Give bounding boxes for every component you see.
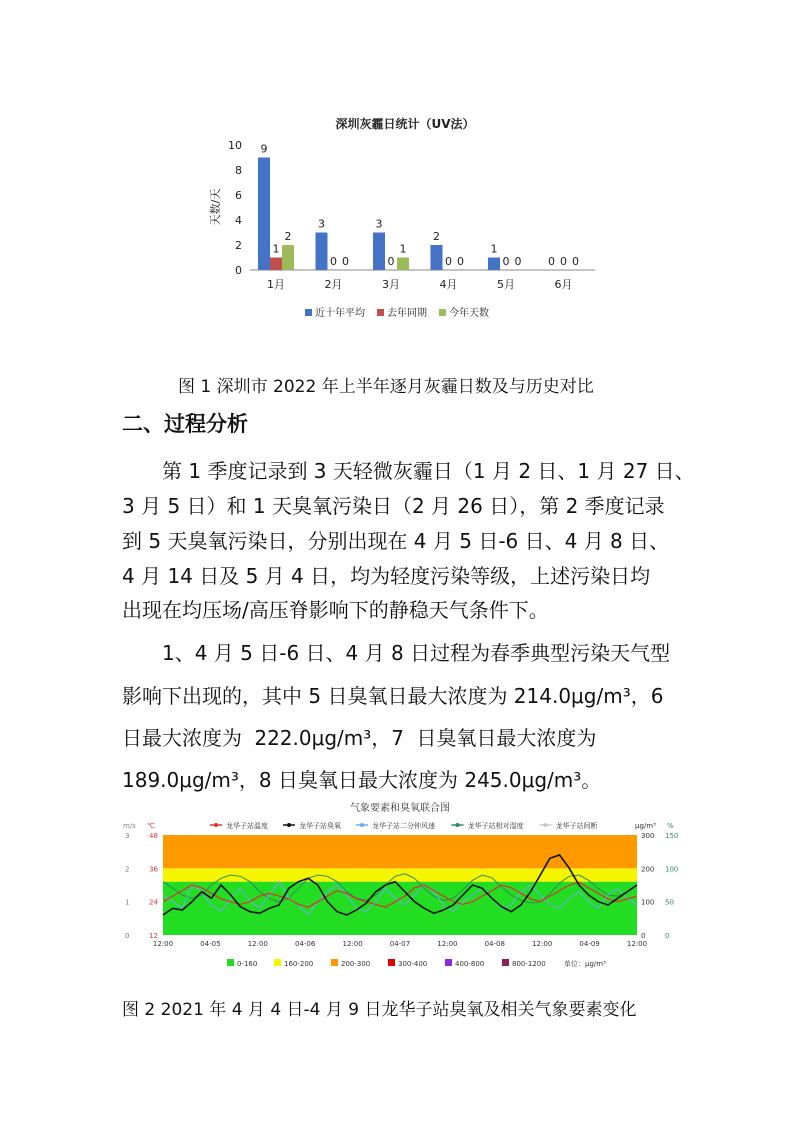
bar-value-label: 2 (284, 230, 292, 243)
bar-2 (270, 258, 282, 271)
left-axis2-tick: 48 (149, 832, 158, 840)
paragraph2-line2: 影响下出现的，其中 5 日臭氧日最大浓度为 214.0μg/m³，6 (122, 684, 664, 708)
paragraph2-line4: 189.0μg/m³，8 日臭氧日最大浓度为 245.0μg/m³。 (122, 768, 602, 792)
x-tick-label: 04-07 (389, 940, 411, 948)
legend-marker (544, 823, 548, 827)
x-tick-label: 12:00 (247, 940, 268, 948)
paragraph1-line2: 3 月 5 日）和 1 天臭氧污染日（2 月 26 日），第 2 季度记录 (122, 494, 665, 518)
left-axis2-tick: 24 (149, 898, 158, 907)
paragraph1-line5: 出现在均压场/高压脊影响下的静稳天气条件下。 (122, 598, 549, 622)
band-legend-swatch (331, 959, 338, 966)
legend-swatch (305, 309, 312, 316)
chart2-title: 气象要素和臭氧联合图 (350, 803, 450, 814)
bar-value-label: 0 (342, 255, 349, 268)
y-tick-label: 2 (235, 239, 242, 252)
band-legend-label: 160-200 (284, 960, 314, 968)
right-axis1-tick: 300 (641, 832, 655, 840)
y-tick-label: 8 (235, 164, 242, 177)
bar-1 (316, 233, 328, 271)
legend-marker (360, 823, 364, 827)
bar-1 (431, 245, 443, 270)
y-tick-label: 4 (235, 214, 242, 227)
band-good (163, 882, 637, 935)
figure1-bar-chart (205, 110, 605, 330)
band-legend-label: 300-400 (398, 960, 428, 968)
bar-value-label: 0 (548, 255, 555, 268)
band-legend-label: 400-800 (455, 960, 485, 968)
right-axis2-tick: 50 (665, 898, 674, 907)
band-legend-swatch (274, 959, 281, 966)
x-tick-label: 12:00 (152, 940, 174, 948)
left-axis1-tick: 2 (125, 865, 130, 874)
y-axis-label: 天数/天 (209, 188, 222, 226)
figure1-caption: 图 1 深圳市 2022 年上半年逐月灰霾日数及与历史对比 (178, 377, 594, 397)
x-tick-label: 04-08 (484, 940, 505, 948)
bar-value-label: 3 (318, 217, 325, 231)
legend-marker (214, 823, 218, 827)
left-unit-wind: m/s (123, 822, 136, 830)
legend-marker (287, 823, 291, 827)
bar-3 (282, 245, 294, 270)
x-tick-label: 04-05 (200, 940, 221, 948)
right-axis2-tick: 0 (665, 932, 670, 940)
right-unit-humidity: % (667, 822, 674, 830)
paragraph2-line3: 日最大浓度为 222.0μg/m³，7 日臭氧日最大浓度为 (122, 726, 597, 750)
bar-1 (258, 158, 270, 271)
band-legend-swatch (388, 959, 395, 966)
chart1-title: 深圳灰霾日统计（UV法） (335, 117, 475, 131)
bar-3 (397, 258, 409, 271)
paragraph1-line4: 4 月 14 日及 5 月 4 日，均为轻度污染等级，上述污染日均 (122, 564, 651, 588)
left-axis2-tick: 36 (149, 865, 158, 874)
right-axis2-tick: 150 (665, 832, 679, 840)
right-axis1-tick: 0 (641, 932, 646, 940)
bar-value-label: 0 (514, 255, 522, 268)
y-tick-label: 10 (228, 139, 242, 152)
band-legend-label: 800-1200 (512, 960, 546, 968)
x-tick-label: 04-09 (579, 940, 600, 948)
left-axis1-tick: 3 (125, 832, 130, 840)
bar-1 (373, 233, 385, 271)
legend-label: 龙华子站间断 (555, 822, 598, 830)
right-unit-ozone: μg/m³ (635, 822, 656, 830)
bar-value-label: 2 (433, 230, 440, 243)
bar-value-label: 1 (490, 242, 498, 256)
x-tick-label: 3月 (382, 278, 400, 291)
bar-value-label: 1 (399, 242, 407, 256)
left-axis1-tick: 1 (125, 898, 130, 907)
right-axis2-tick: 100 (665, 865, 679, 874)
paragraph2-line1: 1、4 月 5 日-6 日、4 月 8 日过程为春季典型污染天气型 (162, 641, 671, 665)
x-tick-label: 12:00 (532, 940, 553, 948)
legend-marker (456, 823, 460, 827)
x-tick-label: 5月 (497, 278, 515, 291)
section-heading: 二、过程分析 (122, 412, 248, 436)
legend-label: 今年天数 (449, 308, 489, 319)
bar-value-label: 0 (330, 255, 337, 268)
legend-label: 去年同期 (387, 308, 427, 319)
bar-value-label: 3 (375, 217, 383, 231)
bar-value-label: 0 (457, 255, 464, 268)
bar-value-label: 0 (560, 255, 567, 268)
y-tick-label: 0 (235, 264, 242, 277)
x-tick-label: 04-06 (295, 940, 316, 948)
figure2-line-chart (115, 800, 685, 980)
bar-value-label: 0 (572, 255, 579, 268)
band-legend-swatch (502, 959, 509, 966)
x-tick-label: 6月 (554, 278, 573, 291)
band-legend-label: 200-300 (341, 960, 371, 968)
legend-label: 龙华子站臭氧 (299, 822, 341, 830)
x-tick-label: 12:00 (626, 940, 648, 948)
band-legend-swatch (445, 959, 452, 966)
x-tick-label: 12:00 (342, 940, 363, 948)
legend-label: 龙华子站相对湿度 (467, 822, 524, 830)
legend-label: 龙华子站二分钟风速 (372, 822, 435, 830)
band-legend-label: 0-160 (237, 960, 258, 968)
band-legend-swatch (227, 959, 234, 966)
right-axis1-tick: 200 (641, 865, 655, 874)
left-axis2-tick: 12 (149, 932, 158, 940)
x-tick-label: 12:00 (437, 940, 458, 948)
figure2-caption: 图 2 2021 年 4 月 4 日-4 月 9 日龙华子站臭氧及相关气象要素变化 (122, 1000, 637, 1020)
legend-label: 近十年平均 (315, 308, 365, 319)
x-tick-label: 1月 (267, 278, 285, 291)
bar-value-label: 0 (387, 255, 395, 268)
bar-value-label: 0 (502, 255, 510, 268)
paragraph1-line1: 第 1 季度记录到 3 天轻微灰霾日（1 月 2 日、1 月 27 日、 (162, 459, 695, 483)
legend-swatch (439, 309, 446, 316)
bar-value-label: 9 (260, 142, 268, 156)
unit-label: 单位：μg/m³ (564, 960, 606, 968)
bar-value-label: 0 (445, 255, 452, 268)
right-axis1-tick: 100 (641, 898, 655, 907)
bar-1 (488, 258, 500, 271)
left-axis1-tick: 0 (125, 932, 130, 940)
legend-label: 龙华子站温度 (226, 822, 268, 830)
x-tick-label: 4月 (439, 278, 458, 291)
paragraph1-line3: 到 5 天臭氧污染日，分别出现在 4 月 5 日-6 日、4 月 8 日、 (122, 529, 670, 553)
legend-swatch (377, 309, 384, 316)
left-unit-temp: ℃ (147, 822, 155, 830)
y-tick-label: 6 (235, 189, 242, 202)
bar-value-label: 1 (272, 242, 280, 256)
x-tick-label: 2月 (324, 278, 343, 291)
